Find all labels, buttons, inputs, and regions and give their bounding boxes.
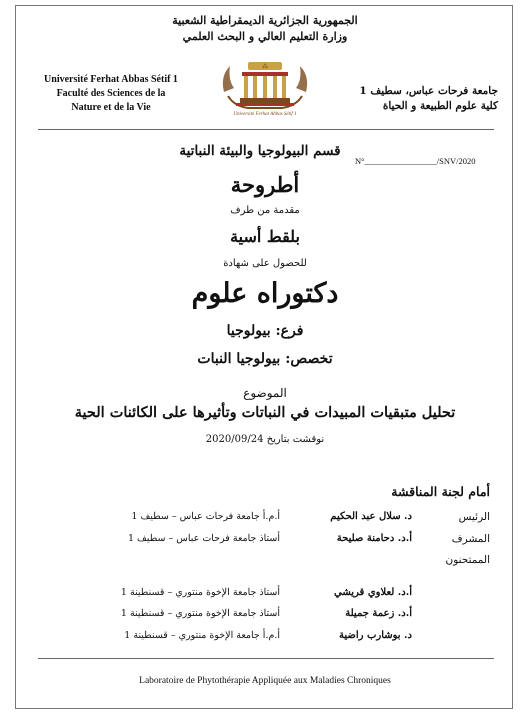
- jury-affiliation: أ.م.أ جامعة الإخوة منتوري – قسنطينة 1: [124, 630, 280, 641]
- jury-role: الرئيس: [458, 511, 490, 523]
- university-fr-line1: Université Ferhat Abbas Sétif 1: [44, 74, 178, 85]
- thesis-label: أطروحة: [230, 172, 300, 197]
- republic-heading: الجمهورية الجزائرية الديمقراطية الشعبية: [172, 14, 358, 27]
- reference-number: N°_________________/SNV/2020: [355, 156, 476, 166]
- jury-affiliation: أستاذ جامعة فرحات عباس – سطيف 1: [127, 533, 280, 544]
- jury-member-name: أ.د. دحامنة صليحة: [336, 533, 412, 544]
- subject-label: الموضوع: [243, 386, 287, 400]
- jury-affiliation: أستاذ جامعة الإخوة منتوري – قسنطينة 1: [120, 587, 280, 598]
- university-ar-line2: كلية علوم الطبيعة و الحياة: [382, 100, 498, 112]
- presented-by-label: مقدمة من طرف: [230, 205, 300, 216]
- jury-affiliation: أستاذ جامعة الإخوة منتوري – قسنطينة 1: [120, 608, 280, 619]
- university-fr-line3: Nature et de la Vie: [71, 102, 151, 113]
- ministry-heading: وزارة التعليم العالي و البحث العلمي: [182, 30, 348, 43]
- jury-member-name: أ.د. زعمة جميلة: [345, 608, 412, 619]
- university-logo: [218, 56, 312, 120]
- footer-divider: [38, 658, 494, 659]
- branch-label: فرع: بيولوجيا: [226, 323, 304, 339]
- university-ar-line1: جامعة فرحات عباس، سطيف 1: [359, 85, 498, 97]
- department-title: قسم البيولوجيا والبيئة النباتية: [179, 143, 341, 159]
- jury-affiliation: أ.م.أ جامعة فرحات عباس – سطيف 1: [131, 511, 280, 522]
- header-divider: [38, 129, 494, 130]
- defense-date: نوقشت بتاريخ 2020/09/24: [205, 434, 325, 445]
- author-name: بلقط أسية: [230, 227, 300, 246]
- jury-role: الممتحنون: [445, 554, 490, 566]
- svg-text:⁂: ⁂: [262, 63, 268, 71]
- jury-member-name: د. سلال عبد الحكيم: [330, 511, 412, 522]
- thesis-title: تحليل متبقيات المبيدات في النباتات وتأثيرها على الكائنات الحية: [74, 404, 456, 421]
- university-name-ar: [330, 84, 498, 114]
- degree-title: دكتوراه علوم: [191, 278, 339, 309]
- laboratory-name: Laboratoire de Phytothérapie Appliquée aux Maladies Chroniques: [139, 676, 391, 686]
- degree-intro: للحصول على شهادة: [223, 258, 307, 269]
- jury-member-name: أ.د. لعلاوي قريشي: [334, 587, 412, 598]
- jury-member-name: د. بوشارب راضية: [339, 630, 412, 641]
- university-name-fr: [40, 73, 182, 115]
- jury-heading: أمام لجنة المناقشة: [391, 484, 490, 499]
- jury-role: المشرف: [451, 533, 490, 545]
- logo-caption: Université Ferhat Abbas Sétif 1: [233, 112, 297, 117]
- specialty-label: تخصص: بيولوجيا النبات: [197, 351, 333, 367]
- university-fr-line2: Faculté des Sciences de la: [56, 88, 166, 99]
